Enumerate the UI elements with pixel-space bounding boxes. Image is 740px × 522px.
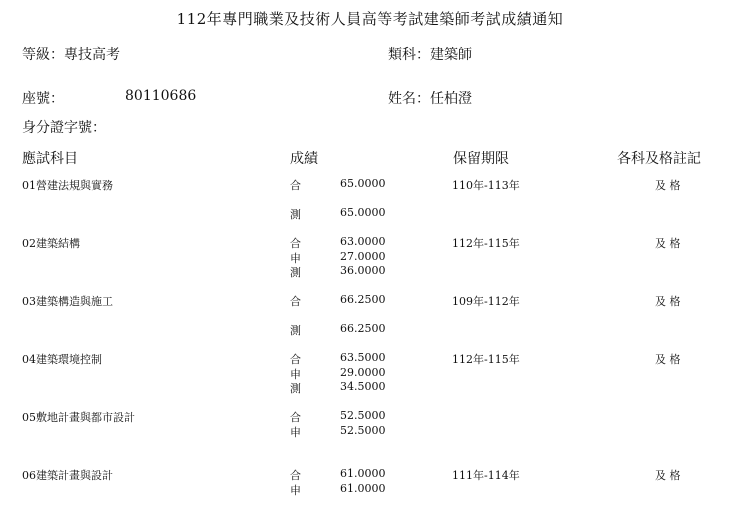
page-title: 112年專門職業及技術人員高等考試建築師考試成績通知 [176,10,564,28]
retain-period: 109年-112年 [452,295,520,308]
score-value: 27.0000 [340,250,386,263]
subject-name: 03建築構造與施工 [22,295,113,308]
header-subject: 應試科目 [22,151,78,167]
score-value: 52.5000 [340,424,386,437]
subject-name: 05敷地計畫與都市設計 [22,411,135,424]
score-label: 合 [290,295,301,308]
exam-level: 等級：專技高考 [22,47,120,63]
id-number-label: 身分證字號： [22,120,106,136]
subject-name: 02建築結構 [22,237,80,250]
pass-mark: 及 格 [655,237,681,250]
retain-period: 111年-114年 [452,469,520,482]
score-value: 29.0000 [340,366,386,379]
score-value: 65.0000 [340,206,386,219]
retain-period: 112年-115年 [452,353,520,366]
score-label: 測 [290,208,301,221]
subject-name: 04建築環境控制 [22,353,102,366]
pass-mark: 及 格 [655,469,681,482]
score-value: 61.0000 [340,467,386,480]
seat-number: 80110686 [125,88,197,104]
score-label: 合 [290,179,301,192]
score-value: 34.5000 [340,380,386,393]
pass-mark: 及 格 [655,295,681,308]
score-label: 測 [290,266,301,279]
retain-period: 110年-113年 [452,179,520,192]
score-label: 合 [290,237,301,250]
score-value: 66.2500 [340,322,386,335]
score-label: 測 [290,324,301,337]
score-label: 合 [290,469,301,482]
header-score: 成績 [290,151,318,167]
header-pass-note: 各科及格註記 [617,151,701,167]
score-value: 65.0000 [340,177,386,190]
pass-mark: 及 格 [655,353,681,366]
subject-name: 06建築計畫與設計 [22,469,113,482]
candidate-name: 姓名：任柏澄 [388,91,472,107]
header-retain-period: 保留期限 [453,151,509,167]
exam-category: 類科：建築師 [388,47,472,63]
seat-label: 座號： [22,91,64,107]
score-label: 申 [290,484,301,497]
score-value: 36.0000 [340,264,386,277]
score-value: 66.2500 [340,293,386,306]
score-value: 63.5000 [340,351,386,364]
score-label: 合 [290,411,301,424]
score-label: 申 [290,252,301,265]
pass-mark: 及 格 [655,179,681,192]
score-label: 測 [290,382,301,395]
score-value: 52.5000 [340,409,386,422]
score-label: 申 [290,426,301,439]
score-label: 申 [290,368,301,381]
score-label: 合 [290,353,301,366]
score-value: 61.0000 [340,482,386,495]
retain-period: 112年-115年 [452,237,520,250]
subject-name: 01營建法規與實務 [22,179,113,192]
score-value: 63.0000 [340,235,386,248]
